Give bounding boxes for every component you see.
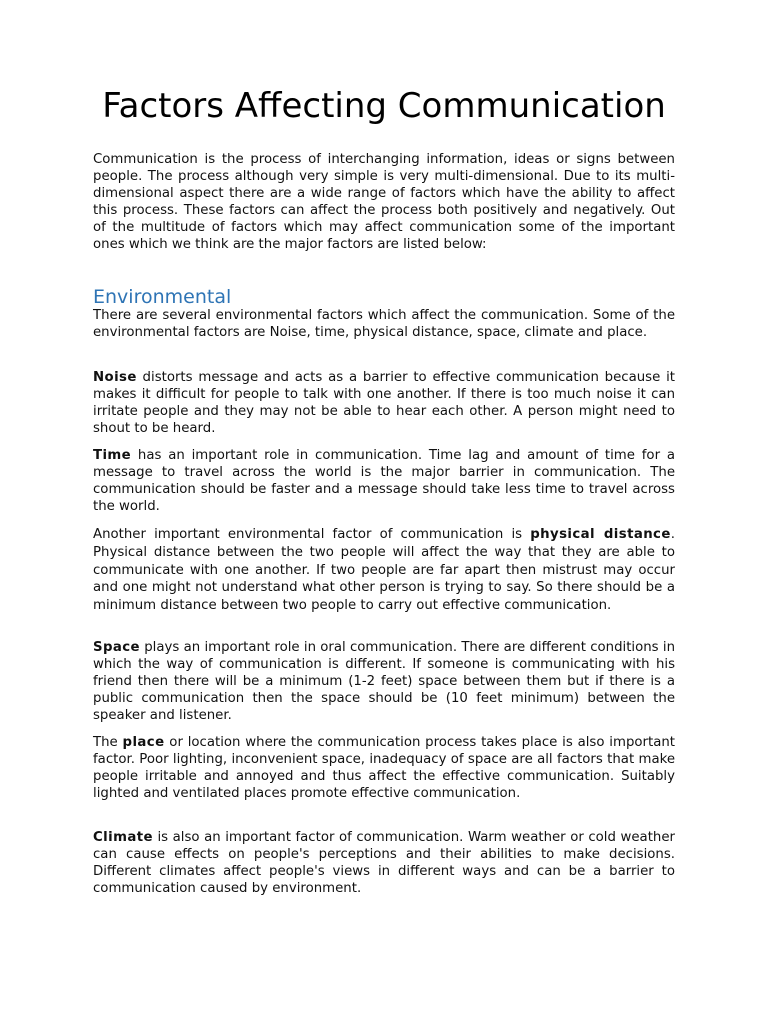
noise-text: distorts message and acts as a barrier to effective communication because it makes it difficult for people to talk with one another. If there is too much noise it can irritate people and they may not be able to hear each other. A person might need to shout to be heard. — [93, 370, 675, 436]
distance-text: . Physical distance between the two people will affect the way that they are able to communicate with one another. If two people are far apart then mistrust may occur and one might not understand what other person is trying to say. So there should be a minimum distance between two people to carry out effective communication. — [93, 527, 675, 614]
intro-paragraph: Communication is the process of interchanging information, ideas or signs between people. The process although very simple is very multi-dimensional. Due to its multi-dimensional aspect there are a wide range of factors which have the ability to affect this process. These factors can affect the process both positively and negatively. Out of the multitude of factors which may affect communication some of the important ones which we think are the major factors are listed below: — [93, 152, 675, 252]
section-heading-environmental: Environmental — [93, 286, 232, 308]
noise-paragraph — [93, 370, 675, 438]
time-term: Time — [93, 448, 132, 463]
place-text: or location where the communication process takes place is also important factor. Poor lighting, inconvenient space, inadequacy of space are all factors that make people irritable and annoyed and thus affect the effective communication. Suitably lighted and ventilated places promote effective communication. — [93, 735, 675, 801]
time-text: has an important role in communication. Time lag and amount of time for a message to travel across the world is the major barrier in communication. The communication should be faster and a message should take less time to travel across the world. — [93, 448, 675, 514]
noise-term: Noise — [93, 370, 137, 385]
physical-distance-paragraph — [93, 526, 675, 615]
distance-lead-text: Another important environmental factor of communication is — [93, 527, 531, 542]
climate-text: is also an important factor of communication. Warm weather or cold weather can cause effects on people's perceptions and their abilities to make decisions. Different climates affect people's views in different ways and can be a barrier to communication caused by environment. — [93, 830, 675, 896]
place-term: place — [122, 735, 165, 750]
space-text: plays an important role in oral communication. There are different conditions in which the way of communication is different. If someone is communicating with his friend then there will be a minimum (1-2 feet) space between them but if there is a public communication then the space should be (10 feet minimum) between the speaker and listener. — [93, 640, 675, 723]
physical-distance-term: physical distance — [530, 527, 671, 542]
place-paragraph — [93, 735, 675, 803]
space-term: Space — [93, 640, 140, 655]
time-paragraph — [93, 448, 675, 516]
place-lead-text: The — [93, 735, 123, 750]
climate-term: Climate — [93, 830, 153, 845]
environmental-intro-paragraph: There are several environmental factors which affect the communication. Some of the environmental factors are Noise, time, physical distance, space, climate and place. — [93, 308, 675, 340]
document-title: Factors Affecting Communication — [102, 86, 666, 126]
space-paragraph — [93, 640, 675, 725]
climate-paragraph — [93, 830, 675, 898]
